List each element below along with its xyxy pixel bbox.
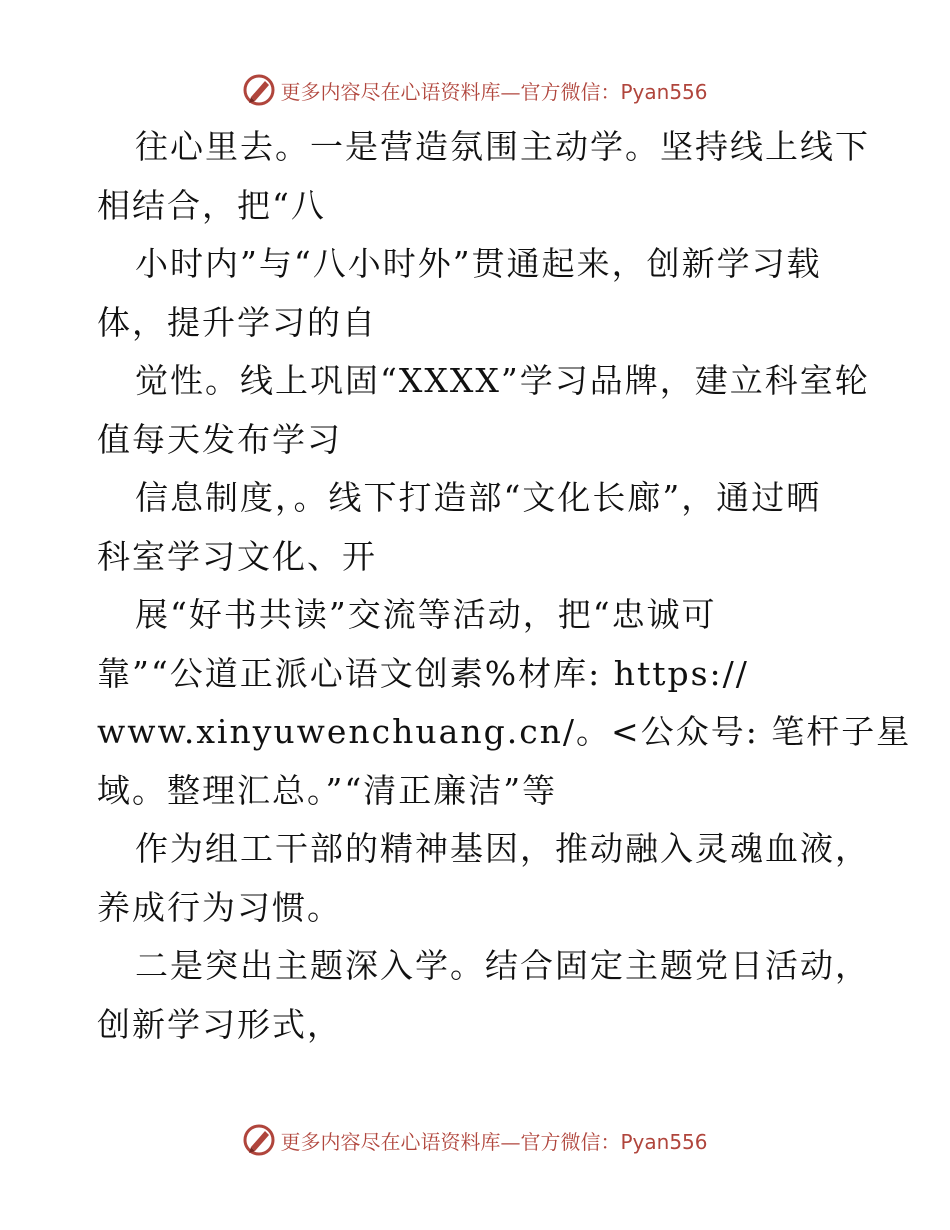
text-line: 养成行为习惯。 <box>97 887 342 927</box>
text-line: 值每天发布学习 <box>97 419 342 459</box>
footer-watermark-text: 更多内容尽在心语资料库—官方微信：Pyan556 <box>280 1129 708 1154</box>
pen-logo-icon <box>242 73 276 107</box>
text-line: 展“好书共读”交流等活动，把“忠诚可 <box>135 595 717 634</box>
text-line: 相结合，把“八 <box>97 185 326 225</box>
footer-watermark <box>0 1120 950 1160</box>
header-watermark-text: 更多内容尽在心语资料库—官方微信：Pyan556 <box>280 79 708 104</box>
text-line: 创新学习形式， <box>97 1004 342 1044</box>
pen-logo-icon <box>242 1123 276 1157</box>
text-line: 域。整理汇总。”“清正廉洁”等 <box>97 770 558 810</box>
text-line: 科室学习文化、开 <box>97 536 377 576</box>
text-line: 小时内”与“八小时外”贯通起来，创新学习载 <box>135 244 822 283</box>
text-line: 往心里去。一是营造氛围主动学。坚持线上线下 <box>135 127 870 166</box>
text-line: 作为组工干部的精神基因，推动融入灵魂血液， <box>135 829 870 868</box>
text-line: 觉性。线上巩固“XXXX”学习品牌，建立科室轮 <box>135 361 870 400</box>
document-body <box>97 118 912 1054</box>
text-line: 信息制度，。线下打造部“文化长廊”，通过晒 <box>135 478 822 517</box>
text-line: 二是突出主题深入学。结合固定主题党日活动， <box>135 946 870 985</box>
text-line: 靠”“公道正派心语文创素%材库: https:// <box>97 653 749 693</box>
text-line: 体，提升学习的自 <box>97 302 377 342</box>
text-line: www.xinyuwenchuang.cn/。<公众号: 笔杆子星 <box>97 712 912 751</box>
header-watermark <box>0 70 950 110</box>
